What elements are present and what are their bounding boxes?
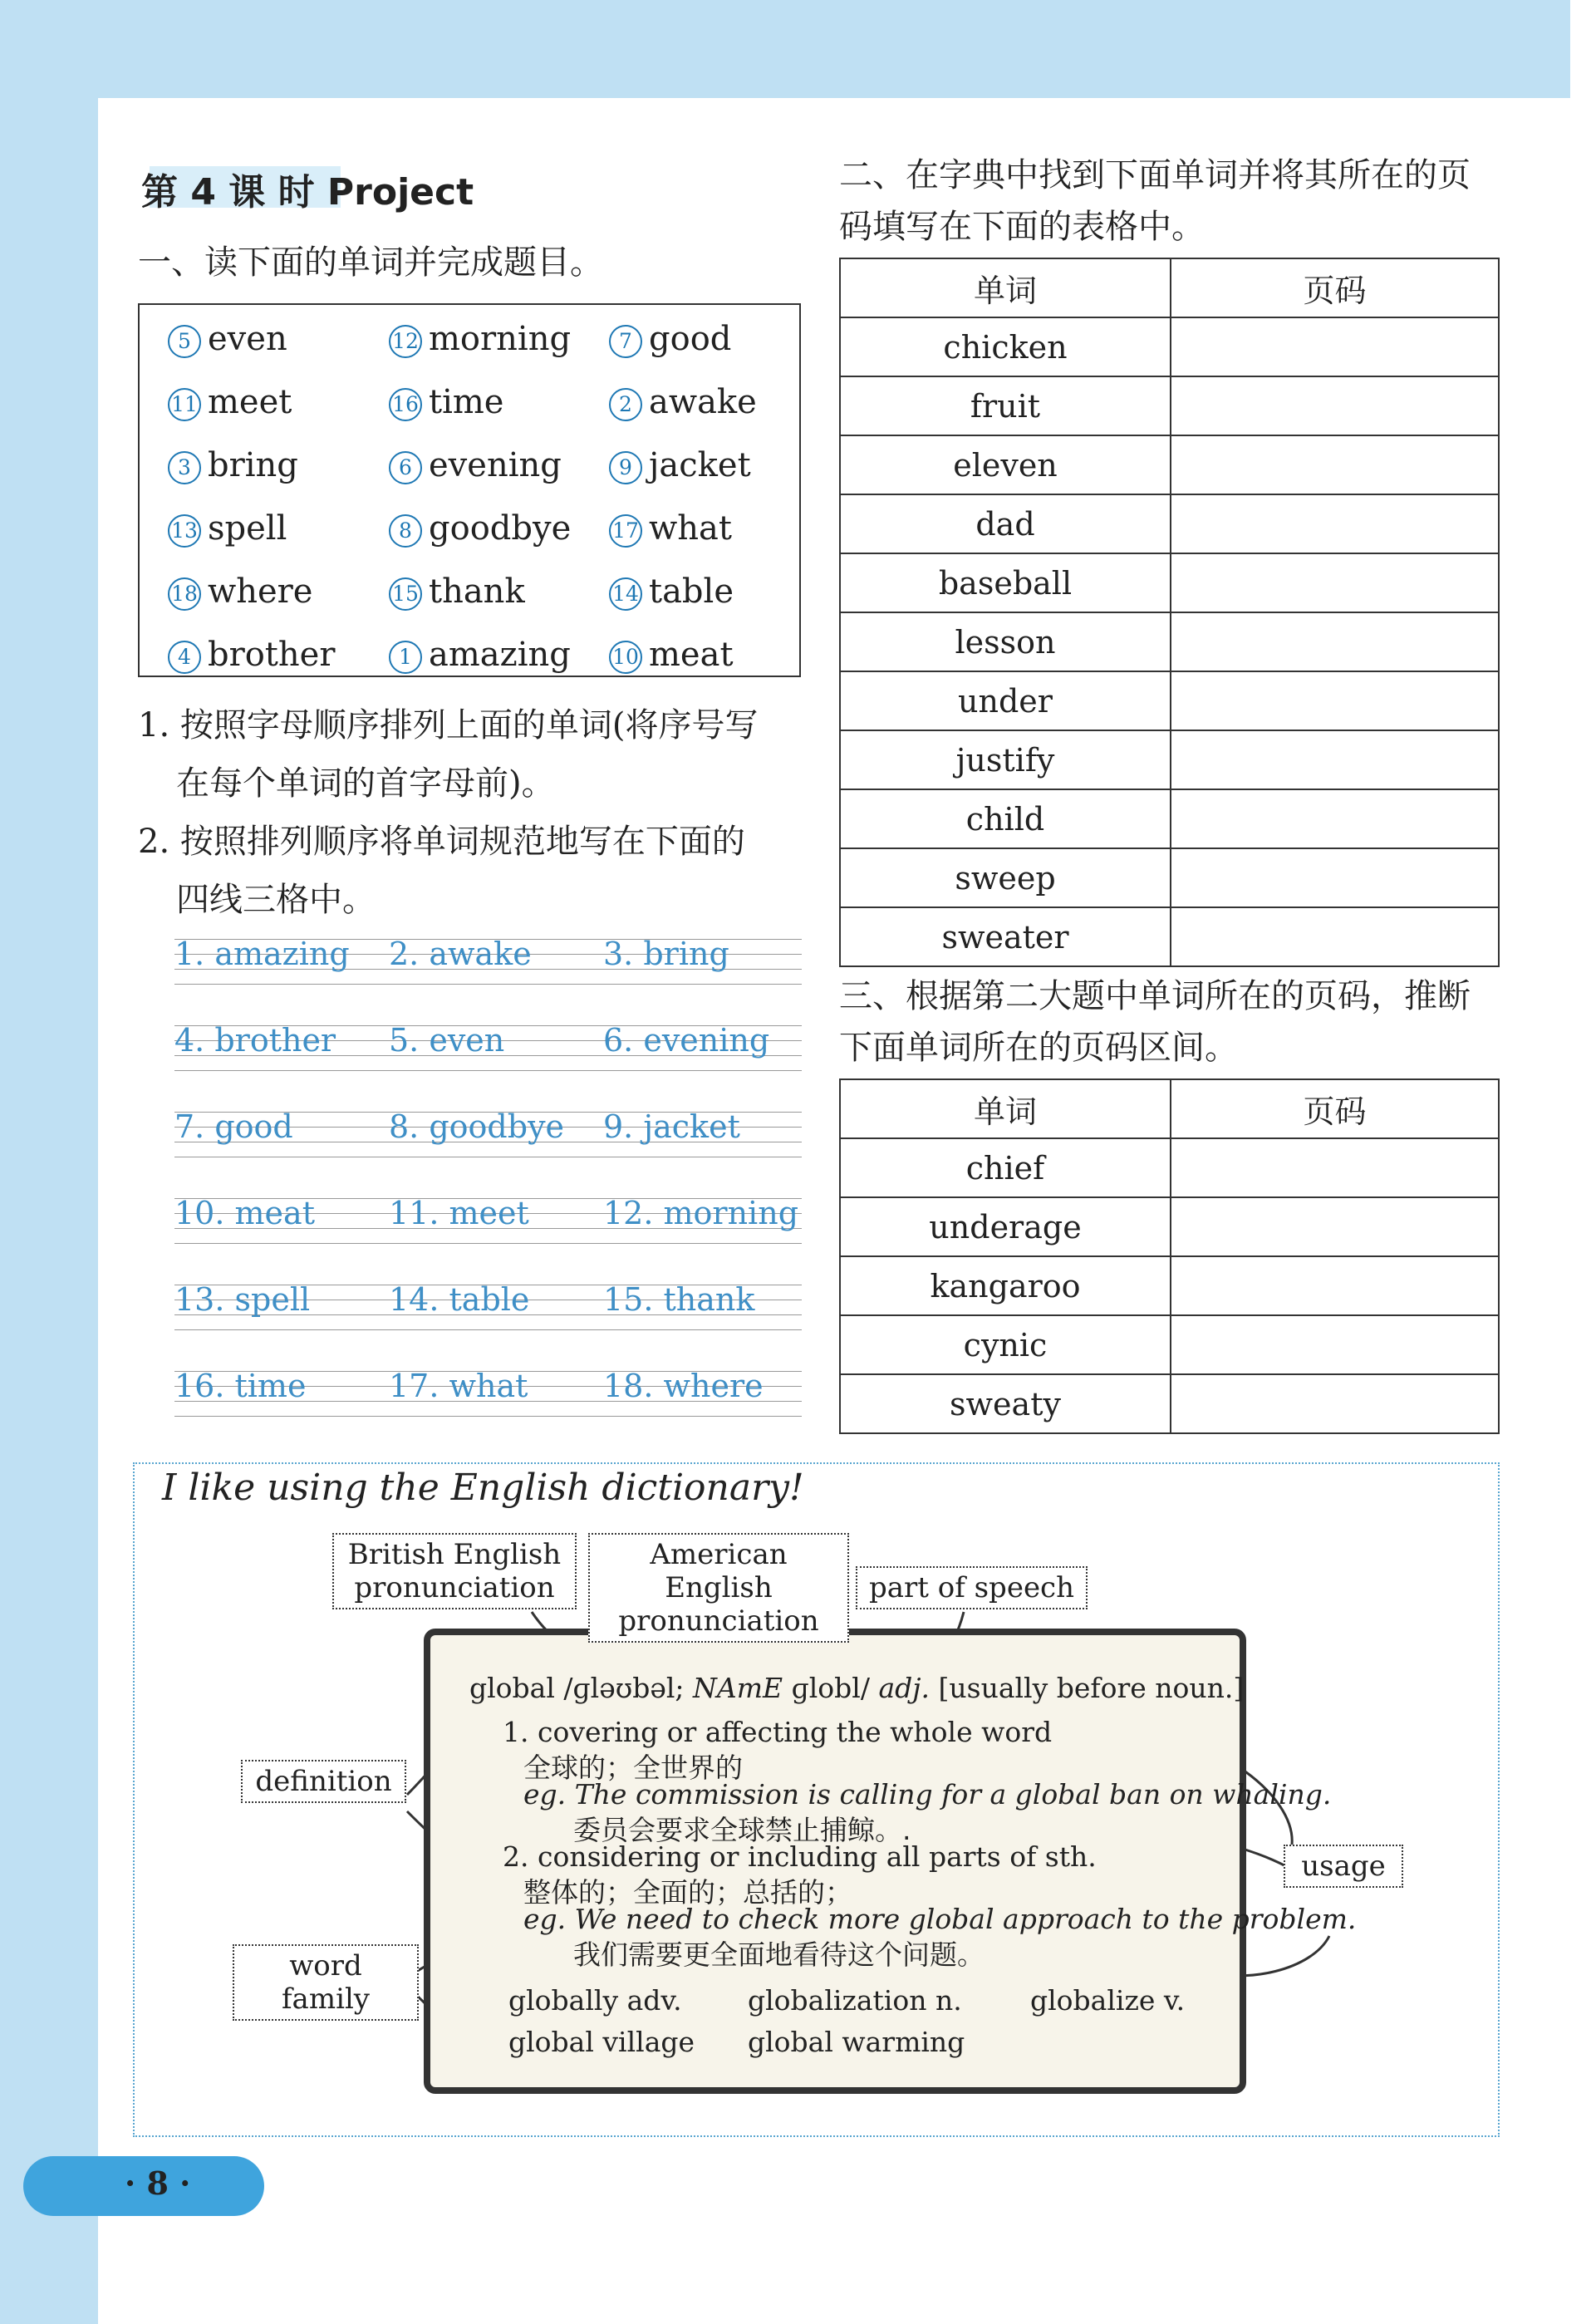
label-usage: usage (1284, 1845, 1403, 1888)
col-header-page: 页码 (1171, 1079, 1499, 1138)
number-circle: 9 (609, 451, 642, 484)
eg1: The commission is calling for a global ban on whaling. (574, 1778, 1332, 1811)
answer-word: 5. even (389, 1022, 505, 1059)
page-cell[interactable] (1171, 671, 1499, 730)
word-text: table (649, 572, 734, 611)
page-cell[interactable] (1171, 789, 1499, 848)
def2: 2. considering or including all parts of sth. (503, 1840, 1097, 1873)
word-text: time (429, 383, 504, 421)
number-circle: 15 (389, 577, 422, 611)
page-left-band (0, 0, 98, 2324)
headword: global (469, 1672, 555, 1704)
section2-title-line2: 码填写在下面的表格中。 (839, 208, 1205, 246)
number-circle: 8 (389, 514, 422, 548)
word-item (389, 509, 571, 548)
number-circle: 1 (389, 641, 422, 674)
table-row (840, 848, 1499, 907)
word-item (168, 320, 287, 358)
table-row (840, 494, 1499, 553)
table-row (840, 376, 1499, 435)
page-cell[interactable] (1171, 1315, 1499, 1374)
word-text: bring (208, 446, 298, 484)
word-item (389, 383, 503, 421)
table-row (840, 789, 1499, 848)
page-cell[interactable] (1171, 1138, 1499, 1197)
table-row (840, 612, 1499, 671)
answer-word: 12. morning (603, 1195, 799, 1231)
label-part-of-speech: part of speech (856, 1566, 1088, 1609)
guide-line (174, 1243, 802, 1244)
question2-line2: 四线三格中。 (176, 881, 376, 919)
answer-word: 4. brother (174, 1022, 336, 1059)
label-word-family: word family (233, 1944, 419, 2021)
guide-line (174, 984, 802, 985)
page-cell[interactable] (1171, 907, 1499, 966)
number-circle: 13 (168, 514, 201, 548)
number-circle: 16 (389, 388, 422, 421)
section3-table (839, 1078, 1500, 1434)
family-1: globally adv. (508, 1984, 682, 2017)
number-circle: 7 (609, 325, 642, 358)
eg2: We need to check more global approach to the problem. (574, 1903, 1357, 1935)
def1-cn: 全球的；全世界的 (523, 1752, 743, 1784)
answer-word: 6. evening (603, 1022, 770, 1059)
word-text: even (208, 320, 287, 358)
entry-note: [usually before noun.] (938, 1672, 1245, 1704)
word-cell: kangaroo (840, 1256, 1171, 1315)
lesson-title: 第 4 课 时 Project (141, 171, 474, 214)
word-cell: chicken (840, 317, 1171, 376)
word-cell: underage (840, 1197, 1171, 1256)
word-text: meat (649, 636, 734, 674)
answer-word: 18. where (603, 1368, 764, 1404)
word-text: thank (429, 572, 525, 611)
word-item (609, 446, 751, 484)
word-cell: sweep (840, 848, 1171, 907)
word-item (168, 572, 312, 611)
number-circle: 17 (609, 514, 642, 548)
word-item (609, 383, 757, 421)
word-item (389, 446, 562, 484)
word-item (168, 383, 292, 421)
number-circle: 14 (609, 577, 642, 611)
answer-word: 7. good (174, 1108, 293, 1145)
table-row (840, 317, 1499, 376)
answer-word: 16. time (174, 1368, 307, 1404)
word-item (389, 320, 571, 358)
guide-line (174, 1329, 802, 1330)
number-circle: 18 (168, 577, 201, 611)
table-row (840, 1315, 1499, 1374)
word-cell: dad (840, 494, 1171, 553)
word-text: brother (208, 636, 336, 674)
def1: 1. covering or affecting the whole word (503, 1716, 1053, 1748)
word-box (138, 303, 801, 677)
word-cell: sweater (840, 907, 1171, 966)
answer-word: 14. table (389, 1281, 530, 1318)
page-number: · 8 · (125, 2164, 191, 2202)
number-circle: 5 (168, 325, 201, 358)
word-item (168, 509, 287, 548)
word-cell: lesson (840, 612, 1171, 671)
word-cell: eleven (840, 435, 1171, 494)
word-text: good (649, 320, 732, 358)
answer-word: 10. meat (174, 1195, 315, 1231)
word-text: where (208, 572, 313, 611)
eg2-cn: 我们需要更全面地看待这个问题。 (573, 1938, 985, 1971)
page-cell[interactable] (1171, 848, 1499, 907)
number-circle: 3 (168, 451, 201, 484)
word-text: amazing (429, 636, 571, 674)
number-circle: 11 (168, 388, 201, 421)
section2-title-line1: 二、在字典中找到下面单词并将其所在的页 (839, 156, 1471, 194)
section1-title: 一、读下面的单词并完成题目。 (138, 243, 603, 282)
page-cell[interactable] (1171, 435, 1499, 494)
page-cell[interactable] (1171, 553, 1499, 612)
table-row (840, 1256, 1499, 1315)
page-cell[interactable] (1171, 1374, 1499, 1433)
section2-table (839, 258, 1500, 967)
answer-word: 8. goodbye (389, 1108, 565, 1145)
word-cell: fruit (840, 376, 1171, 435)
word-cell: baseball (840, 553, 1171, 612)
table-row (840, 435, 1499, 494)
family-4: global village (508, 2026, 695, 2058)
answer-word: 17. what (389, 1368, 528, 1404)
table-row (840, 1197, 1499, 1256)
word-text: morning (429, 320, 572, 358)
word-cell: justify (840, 730, 1171, 789)
number-circle: 4 (168, 641, 201, 674)
answer-word: 13. spell (174, 1281, 311, 1318)
word-text: evening (429, 446, 562, 484)
family-2: globalization n. (748, 1984, 962, 2017)
question1-line1: 1. 按照字母顺序排列上面的单词(将序号写 (138, 706, 759, 744)
eg2-line (523, 1903, 1356, 1935)
table-row (840, 553, 1499, 612)
answer-word: 1. amazing (174, 936, 350, 972)
word-text: what (649, 509, 732, 548)
entry-header-line (469, 1672, 1244, 1704)
table-row (840, 907, 1499, 966)
number-circle: 12 (389, 325, 422, 358)
page-cell[interactable] (1171, 730, 1499, 789)
table-row (840, 730, 1499, 789)
question1-line2: 在每个单词的首字母前)。 (176, 764, 555, 803)
answer-word: 15. thank (603, 1281, 755, 1318)
table-row (840, 1138, 1499, 1197)
word-item (609, 572, 734, 611)
word-item (389, 636, 571, 674)
label-definition: definition (241, 1760, 406, 1803)
word-cell: chief (840, 1138, 1171, 1197)
question2-line1: 2. 按照排列顺序将单词规范地写在下面的 (138, 823, 745, 861)
word-item (609, 636, 734, 674)
bre-pron: /ɡləʊbəl; (563, 1672, 685, 1704)
answer-word: 2. awake (389, 936, 532, 972)
answer-word: 3. bring (603, 936, 729, 972)
entry-pos: adj. (878, 1672, 930, 1704)
guide-line (174, 1070, 802, 1071)
number-circle: 6 (389, 451, 422, 484)
eg1-cn: 委员会要求全球禁止捕鲸。. (573, 1814, 911, 1846)
name-label: NAmE (693, 1672, 783, 1704)
ame-pron: ɡlobl/ (791, 1672, 870, 1704)
def2-cn: 整体的；全面的；总括的； (523, 1876, 852, 1909)
label-american-pronunciation: American English pronunciation (588, 1533, 849, 1643)
word-item (609, 509, 732, 548)
word-item (609, 320, 731, 358)
page-top-band (0, 0, 1570, 98)
word-text: goodbye (429, 509, 572, 548)
page-cell[interactable] (1171, 612, 1499, 671)
table-row (840, 671, 1499, 730)
number-circle: 10 (609, 641, 642, 674)
word-cell: cynic (840, 1315, 1171, 1374)
eg-label: eg. (523, 1903, 567, 1935)
family-3: globalize v. (1030, 1984, 1186, 2017)
page-cell[interactable] (1171, 376, 1499, 435)
family-5: global warming (748, 2026, 965, 2058)
page-cell[interactable] (1171, 494, 1499, 553)
word-item (389, 572, 525, 611)
word-cell: under (840, 671, 1171, 730)
answer-word: 11. meet (389, 1195, 529, 1231)
number-circle: 2 (609, 388, 642, 421)
section3-title-line2: 下面单词所在的页码区间。 (839, 1029, 1238, 1067)
word-cell: child (840, 789, 1171, 848)
word-cell: sweaty (840, 1374, 1171, 1433)
col-header-word: 单词 (840, 1079, 1171, 1138)
page-cell[interactable] (1171, 317, 1499, 376)
eg-label: eg. (523, 1778, 567, 1811)
dictionary-title: I like using the English dictionary! (162, 1467, 804, 1509)
section3-title-line1: 三、根据第二大题中单词所在的页码，推断 (839, 977, 1471, 1015)
answer-word: 9. jacket (603, 1108, 740, 1145)
word-text: spell (208, 509, 287, 548)
page-cell[interactable] (1171, 1197, 1499, 1256)
word-text: awake (649, 383, 757, 421)
word-item (168, 446, 298, 484)
word-text: meet (208, 383, 292, 421)
page-cell[interactable] (1171, 1256, 1499, 1315)
guide-line (174, 1416, 802, 1417)
col-header-page: 页码 (1171, 258, 1499, 317)
label-british-pronunciation: British English pronunciation (332, 1533, 577, 1609)
word-item (168, 636, 335, 674)
word-text: jacket (649, 446, 751, 484)
eg1-line (523, 1778, 1331, 1811)
col-header-word: 单词 (840, 258, 1171, 317)
table-row (840, 1374, 1499, 1433)
